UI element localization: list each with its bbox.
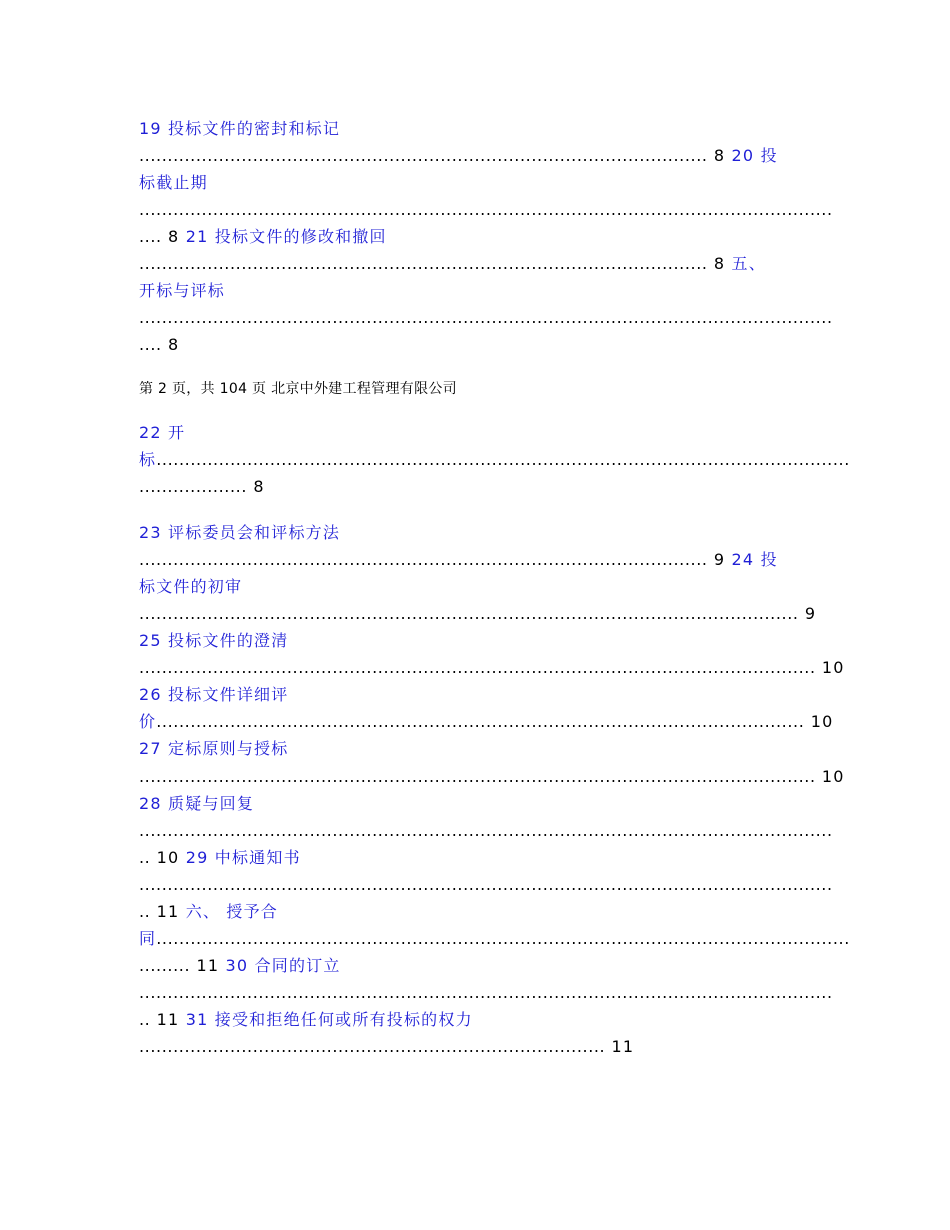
dot-leader: .................................................................................................................... [139,604,799,623]
page-number: 11 [150,902,186,921]
page-number: 9 [707,550,732,569]
toc-entry-23[interactable] [139,523,809,543]
toc-link[interactable]: 开标与评标 [139,281,226,300]
page-number: 8 [707,254,732,273]
toc-link[interactable]: 26 投标文件详细评 [139,685,289,704]
dot-leader: .... [139,335,162,354]
toc-entry-29[interactable] [139,848,809,868]
toc-link[interactable]: 六、 授予合 [185,902,279,921]
dot-leader: ................... [139,477,248,496]
page-number: 10 [804,712,834,731]
toc-leader-line [139,712,834,732]
toc-leader-line [139,450,850,470]
toc-section-5[interactable] [139,281,809,301]
toc-link[interactable]: 25 投标文件的澄清 [139,631,289,650]
page-number: 10 [150,848,186,867]
page-number: 11 [150,1010,186,1029]
page-number: 9 [798,604,817,623]
toc-entry-28[interactable] [139,794,809,814]
dot-leader: .. [139,848,151,867]
toc-entry-30[interactable] [139,956,809,976]
toc-entry-20[interactable] [139,173,809,193]
toc-entry-27[interactable] [139,739,809,759]
toc-leader-line [139,550,809,570]
page-number: 8 [707,146,732,165]
toc-link[interactable]: 31 接受和拒绝任何或所有投标的权力 [185,1010,473,1029]
dot-leader: .......................................................................................................................... [139,308,833,327]
dot-leader: .................................................................................................... [139,550,708,569]
dot-leader: ....................................................................................................................... [139,767,816,786]
toc-link[interactable]: 20 投 [731,146,778,165]
page-number: 8 [161,227,186,246]
toc-leader-line [139,1037,809,1057]
toc-leader-line [139,821,833,841]
toc-leader-line [139,200,833,220]
toc-entry-22[interactable] [139,423,809,443]
toc-leader-line [139,604,817,624]
toc-link[interactable]: 23 评标委员会和评标方法 [139,523,341,542]
dot-leader: .......................................................................................................................... [156,450,850,469]
toc-entry-25[interactable] [139,631,809,651]
toc-leader-line [139,254,809,274]
toc-entry-31[interactable] [139,1010,809,1030]
toc-link[interactable]: 27 定标原则与授标 [139,739,289,758]
page-number: 11 [605,1037,635,1056]
toc-link[interactable]: 19 投标文件的密封和标记 [139,119,341,138]
dot-leader: .......................................................................................................................... [139,983,833,1002]
dot-leader: .... [139,227,162,246]
toc-leader-line [139,929,850,949]
toc-link[interactable]: 21 投标文件的修改和撤回 [185,227,387,246]
toc-entry-24[interactable] [139,577,809,597]
page-number: 8 [161,335,180,354]
dot-leader: .................................................................................................... [139,254,708,273]
toc-link[interactable]: 同 [139,929,157,948]
toc-link[interactable]: 28 质疑与回复 [139,794,255,813]
page-number: 11 [190,956,226,975]
dot-leader: .......................................................................................................................... [139,875,833,894]
toc-link[interactable]: 30 合同的订立 [225,956,341,975]
toc-leader-line [139,477,809,497]
toc-link[interactable]: 标 [139,450,157,469]
page-number: 10 [815,658,845,677]
dot-leader: .......................................................................................................................... [139,200,833,219]
page-number: 8 [247,477,265,496]
toc-entry-21[interactable] [139,227,809,247]
toc-link[interactable]: 22 开 [139,423,186,442]
toc-link[interactable]: 标截止期 [139,173,208,192]
dot-leader: .................................................................................................................. [156,712,805,731]
toc-link[interactable]: 标文件的初审 [139,577,243,596]
toc-section-6[interactable] [139,902,809,922]
dot-leader: .......................................................................................................................... [139,821,833,840]
toc-entry-26[interactable] [139,685,809,705]
page-footer: 第 2 页，共 104 页 北京中外建工程管理有限公司 [139,381,457,397]
dot-leader: .......................................................................................................................... [156,929,850,948]
page-number: 10 [815,767,845,786]
dot-leader: .................................................................................. [139,1037,606,1056]
dot-leader: .. [139,1010,151,1029]
toc-entry-19[interactable] [139,119,809,139]
toc-leader-line [139,767,845,787]
dot-leader: ......... [139,956,191,975]
toc-leader-line [139,658,845,678]
toc-leader-line [139,146,809,166]
toc-link[interactable]: 五、 [731,254,766,273]
dot-leader: .. [139,902,151,921]
toc-leader-line [139,308,833,328]
toc-link[interactable]: 29 中标通知书 [185,848,301,867]
toc-leader-line [139,983,833,1003]
toc-link[interactable]: 24 投 [731,550,778,569]
toc-leader-line [139,875,833,895]
toc-link[interactable]: 价 [139,712,157,731]
toc-leader-line [139,335,809,355]
dot-leader: .................................................................................................... [139,146,708,165]
dot-leader: ....................................................................................................................... [139,658,816,677]
